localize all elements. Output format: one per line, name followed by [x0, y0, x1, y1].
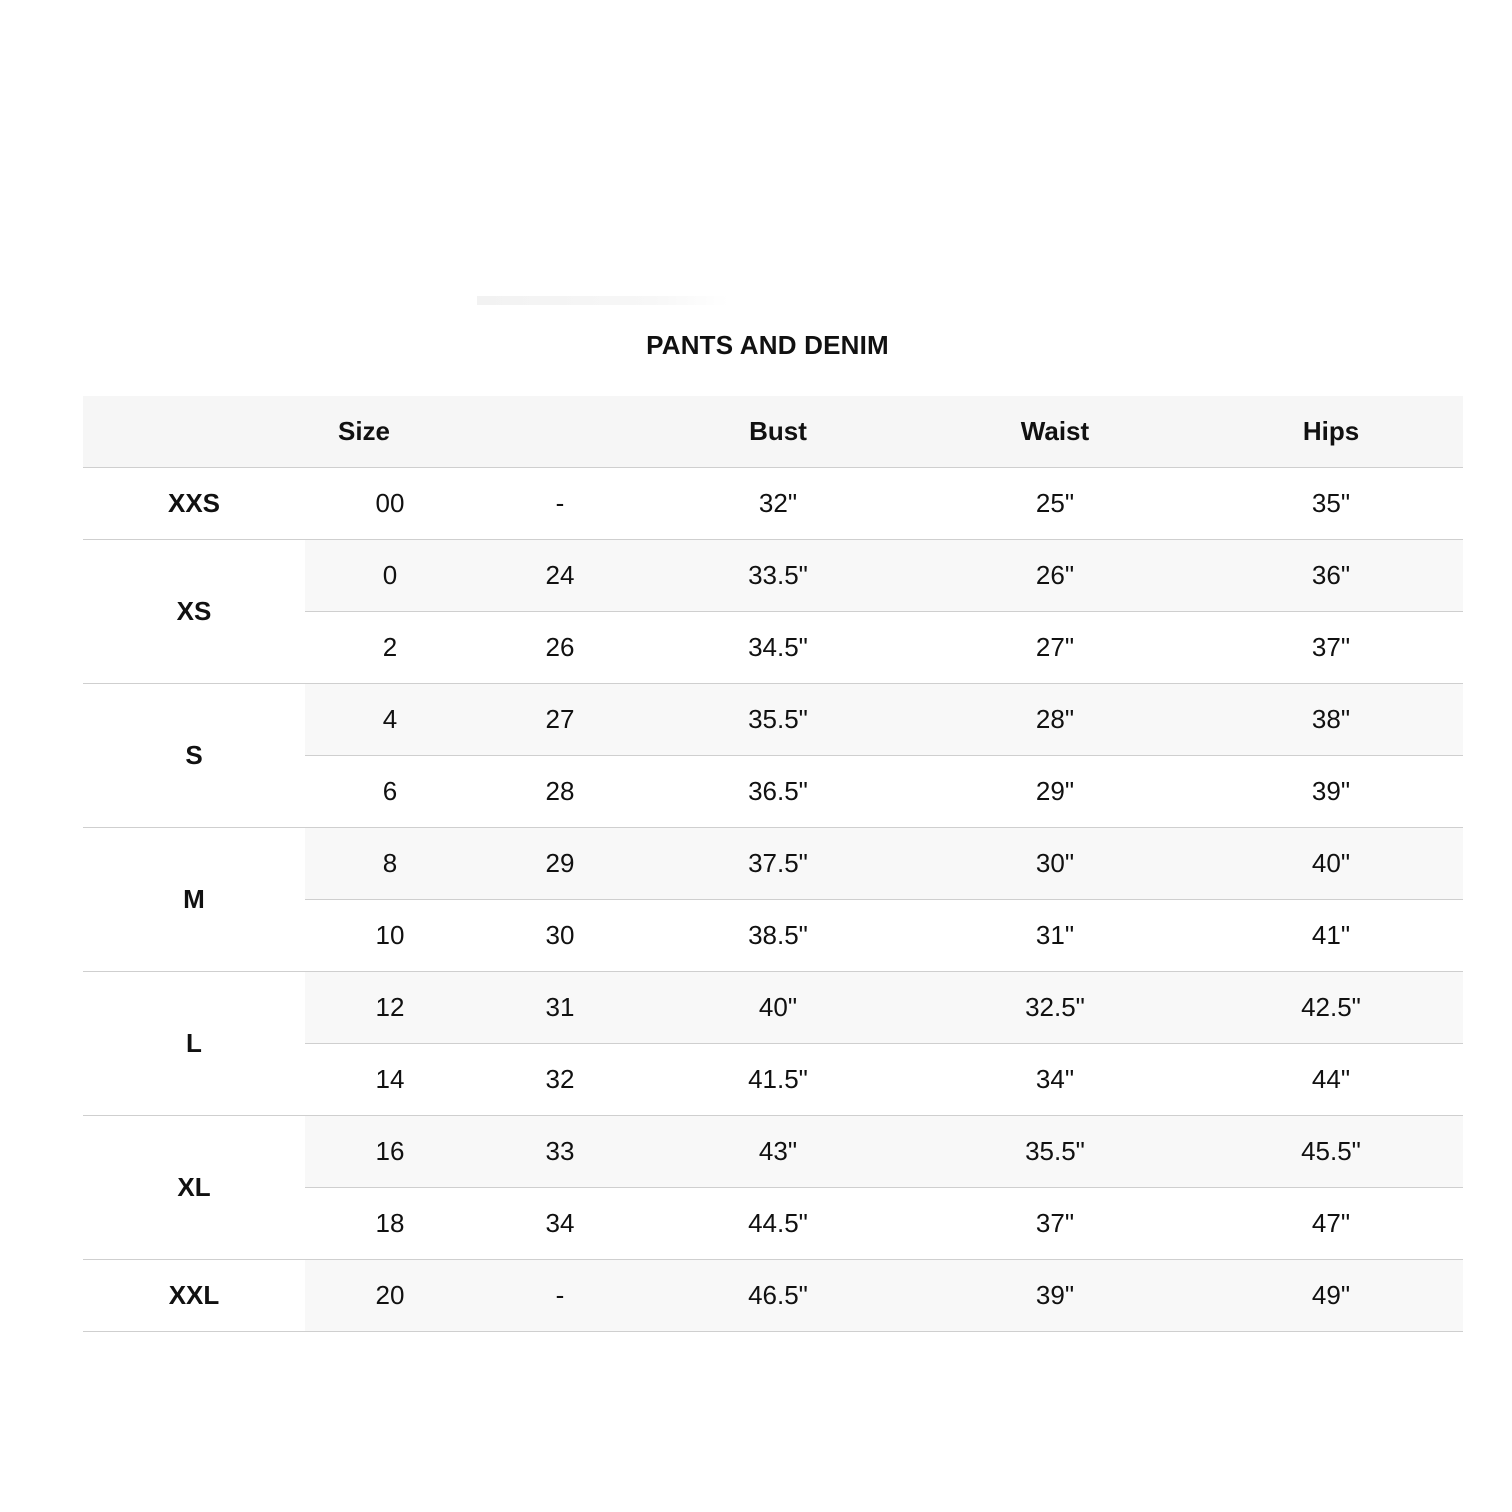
denim-size-cell: -: [475, 1260, 645, 1332]
bust-cell: 36.5": [645, 756, 911, 828]
denim-size-cell: 27: [475, 684, 645, 756]
denim-size-cell: 32: [475, 1044, 645, 1116]
waist-cell: 28": [911, 684, 1199, 756]
decorative-bar: [477, 296, 729, 305]
bust-cell: 40": [645, 972, 911, 1044]
hips-cell: 38": [1199, 684, 1463, 756]
denim-size-cell: 33: [475, 1116, 645, 1188]
numeric-size-cell: 0: [305, 540, 475, 612]
size-label: XS: [83, 540, 305, 684]
bust-cell: 37.5": [645, 828, 911, 900]
size-label: S: [83, 684, 305, 828]
hips-cell: 45.5": [1199, 1116, 1463, 1188]
bust-cell: 43": [645, 1116, 911, 1188]
table-row: [83, 972, 1463, 1044]
denim-size-cell: 29: [475, 828, 645, 900]
table-header-row: [83, 396, 1463, 468]
numeric-size-cell: 2: [305, 612, 475, 684]
hips-cell: 49": [1199, 1260, 1463, 1332]
size-label: XL: [83, 1116, 305, 1260]
numeric-size-cell: 8: [305, 828, 475, 900]
waist-cell: 37": [911, 1188, 1199, 1260]
table-row: [83, 1260, 1463, 1332]
numeric-size-cell: 20: [305, 1260, 475, 1332]
bust-cell: 46.5": [645, 1260, 911, 1332]
bust-cell: 38.5": [645, 900, 911, 972]
bust-cell: 32": [645, 468, 911, 540]
header-waist: Waist: [911, 396, 1199, 468]
waist-cell: 30": [911, 828, 1199, 900]
header-size: Size: [83, 396, 645, 468]
numeric-size-cell: 6: [305, 756, 475, 828]
size-label: M: [83, 828, 305, 972]
bust-cell: 33.5": [645, 540, 911, 612]
hips-cell: 39": [1199, 756, 1463, 828]
numeric-size-cell: 14: [305, 1044, 475, 1116]
header-hips: Hips: [1199, 396, 1463, 468]
table-row: [83, 828, 1463, 900]
table-row: [83, 540, 1463, 612]
hips-cell: 42.5": [1199, 972, 1463, 1044]
denim-size-cell: 31: [475, 972, 645, 1044]
bust-cell: 41.5": [645, 1044, 911, 1116]
table-row: [83, 1116, 1463, 1188]
size-label: XXS: [83, 468, 305, 540]
size-label: L: [83, 972, 305, 1116]
hips-cell: 41": [1199, 900, 1463, 972]
waist-cell: 27": [911, 612, 1199, 684]
header-bust: Bust: [645, 396, 911, 468]
numeric-size-cell: 18: [305, 1188, 475, 1260]
page-title: PANTS AND DENIM: [646, 330, 889, 360]
waist-cell: 26": [911, 540, 1199, 612]
table-row: [83, 684, 1463, 756]
denim-size-cell: 24: [475, 540, 645, 612]
size-chart-table: [83, 396, 1463, 1332]
denim-size-cell: 28: [475, 756, 645, 828]
waist-cell: 31": [911, 900, 1199, 972]
bust-cell: 35.5": [645, 684, 911, 756]
denim-size-cell: 34: [475, 1188, 645, 1260]
waist-cell: 39": [911, 1260, 1199, 1332]
size-label: XXL: [83, 1260, 305, 1332]
numeric-size-cell: 12: [305, 972, 475, 1044]
hips-cell: 36": [1199, 540, 1463, 612]
numeric-size-cell: 16: [305, 1116, 475, 1188]
waist-cell: 25": [911, 468, 1199, 540]
waist-cell: 35.5": [911, 1116, 1199, 1188]
waist-cell: 29": [911, 756, 1199, 828]
bust-cell: 44.5": [645, 1188, 911, 1260]
table-body: [83, 468, 1463, 1332]
bust-cell: 34.5": [645, 612, 911, 684]
denim-size-cell: -: [475, 468, 645, 540]
hips-cell: 35": [1199, 468, 1463, 540]
numeric-size-cell: 00: [305, 468, 475, 540]
denim-size-cell: 26: [475, 612, 645, 684]
waist-cell: 32.5": [911, 972, 1199, 1044]
denim-size-cell: 30: [475, 900, 645, 972]
hips-cell: 40": [1199, 828, 1463, 900]
hips-cell: 37": [1199, 612, 1463, 684]
waist-cell: 34": [911, 1044, 1199, 1116]
table-row: [83, 468, 1463, 540]
numeric-size-cell: 10: [305, 900, 475, 972]
numeric-size-cell: 4: [305, 684, 475, 756]
hips-cell: 47": [1199, 1188, 1463, 1260]
hips-cell: 44": [1199, 1044, 1463, 1116]
